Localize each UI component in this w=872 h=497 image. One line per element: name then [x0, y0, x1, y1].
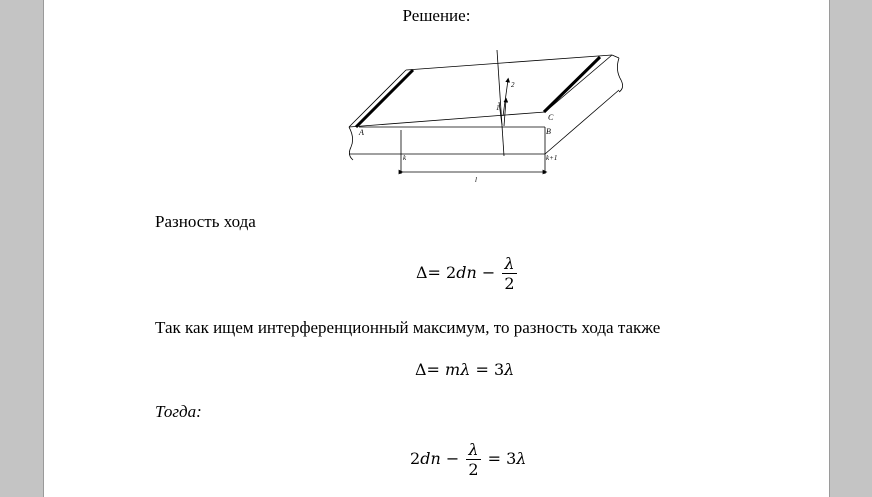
label-ray1: 1: [496, 104, 500, 112]
fraction-lambda-over-2: $\frac{\lambda}{2}$: [504, 254, 515, 293]
wedge-left-top-edge: [349, 70, 406, 127]
wedge-back-edge: [406, 55, 612, 70]
fraction-lambda-over-2: $\frac{\lambda}{2}$: [468, 440, 479, 479]
wedge-diagram: [339, 50, 639, 190]
paragraph-maximum: Так как ищем интерференционный максимум, то разность хода также: [155, 318, 661, 337]
fringe-k1: [544, 57, 600, 112]
solution-heading: Решение:: [402, 6, 471, 25]
document-page: [43, 0, 830, 497]
label-k: k: [403, 154, 407, 162]
label-b: B: [546, 127, 551, 136]
equation-path-difference: Δ= 2dn − $\frac{\lambda}{2}$: [416, 254, 515, 293]
wedge-right-top-edge: [545, 55, 612, 112]
equation-maximum: Δ= mλ = 3λ: [415, 360, 515, 379]
ray-incident: [497, 50, 504, 156]
wedge-front-top-edge: [349, 112, 545, 127]
label-k1: k+1: [546, 154, 558, 162]
label-a: A: [359, 128, 364, 137]
paragraph-path-difference: Разность хода: [155, 212, 256, 231]
paragraph-then: Тогда:: [155, 402, 202, 421]
equation-combined: 2dn − $\frac{\lambda}{2}$ = 3λ: [410, 440, 527, 479]
fringe-k: [356, 70, 413, 127]
label-l: l: [475, 176, 477, 184]
label-ray2: 2: [511, 81, 515, 89]
label-c: C: [548, 113, 554, 122]
